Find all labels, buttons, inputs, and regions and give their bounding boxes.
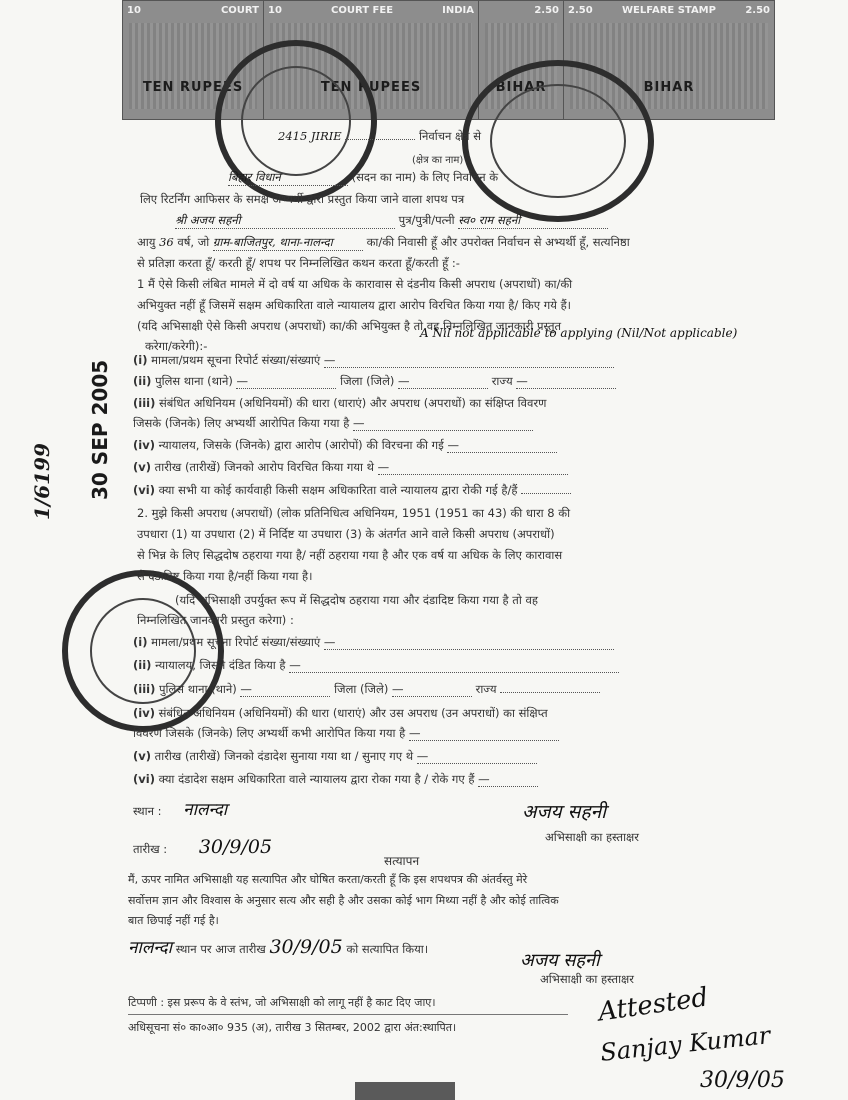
s1-item-ii: (ii) पुलिस थाना (थाने) — जिला (जिले) — राज्य — [133, 374, 616, 389]
welfare-stamp-1: 2.50 BIHAR [478, 0, 564, 120]
s1-item-vi: (vi) क्या सभी या कोई कार्यवाही किसी सक्षम अधिकारिता वाले न्यायालय द्वारा रोकी गई है/हैं [133, 483, 571, 498]
attestation-line-1: Attested [596, 982, 710, 1028]
s2-item-v: (v) तारीख (तारीखें) जिनको दंडादेश सुनाया गया था / सुनाए गए थे — [133, 749, 537, 764]
constituency-sub: (क्षेत्र का नाम) [412, 155, 464, 166]
attestation-signature: Sanjay Kumar [599, 1021, 772, 1067]
s2-item-i: (i) मामला/प्रथम सूचना रिपोर्ट संख्या/संख्याएं — [133, 635, 614, 650]
verification-line-3: बात छिपाई नहीं गई है। [128, 914, 219, 927]
s1-item-iii-line2: जिसके (जिनके) लिए अभ्यर्थी आरोपित किया गया है — [133, 416, 533, 431]
verification-place-date: नालन्दा स्थान पर आज तारीख 30/9/05 को सत्यापित किया। [128, 936, 429, 958]
footnote-note: टिप्पणी : इस प्ररूप के वे स्तंभ, जो अभिसाक्षी को लागू नहीं है काट दिए जाए। [128, 996, 436, 1009]
s2-item-iii: (iii) पुलिस थाना (थाने) — जिला (जिले) — राज्य [133, 682, 600, 697]
margin-number: 1/6199 [30, 443, 54, 520]
s1-item-v: (v) तारीख (तारीखें) जिनको आरोप विरचित किया गया थे — [133, 460, 568, 475]
section1-intro-1: 1 मैं ऐसे किसी लंबित मामले में दो वर्ष या अधिक के कारावास से दंडनीय किसी अपराध (अपराधों) का/की [137, 277, 573, 291]
section2-intro-4: से दंडादिष्ट किया गया है/नहीं किया गया है। [137, 569, 313, 583]
deponent-signature-label: अभिसाक्षी का हस्ताक्षर [545, 830, 640, 844]
s2-item-vi: (vi) क्या दंडादेश सक्षम अधिकारिता वाले न्यायालय द्वारा रोका गया है / रोके गए हैं — [133, 772, 538, 787]
court-fee-stamp-1: 10 COURT TEN RUPEES [122, 0, 264, 120]
s2-item-iv-line2: विवरण जिसके (जिनके) लिए अभ्यर्थी कभी आरोपित किया गया है — [133, 726, 559, 741]
section1-intro-4: करेगा/करेगी):- [145, 339, 208, 353]
verification-signature-label: अभिसाक्षी का हस्ताक्षर [540, 972, 635, 986]
section1-intro-2: अभियुक्त नहीं हूँ जिसमें सक्षम अधिकारिता वाले न्यायालय द्वारा आरोप विरचित किया गया है/ किए गये हैं। [137, 298, 572, 312]
section2-intro-2: उपधारा (1) या उपधारा (2) में निर्दिष्ट या उपधारा (3) के अंतर्गत आने वाले किसी अपराध (अपराधों) [137, 527, 555, 541]
verification-title: सत्यापन [384, 854, 420, 868]
returning-officer-line: लिए रिटर्निंग आफिसर के समक्ष अभ्यर्थी द्वारा प्रस्तुत किया जाने वाला शपथ पत्र [140, 192, 465, 206]
section1-handwritten-note: A Nil not applicable to applying (Nil/Not applicable) [420, 326, 738, 340]
section2-intro-3: से भिन्न के लिए सिद्धदोष ठहराया गया है/ नहीं ठहराया गया है और एक वर्ष या अधिक के लिए कारावास [137, 548, 563, 562]
round-seal-top-right [462, 60, 654, 222]
section2-conditional-2: निम्नलिखित जानकारी प्रस्तुत करेगा) : [137, 613, 294, 627]
oath-line: से प्रतिज्ञा करता हूँ/ करती हूँ/ शपथ पर निम्नलिखित कथन करता हूँ/करती हूँ :- [137, 256, 460, 270]
s1-item-iii: (iii) संबंधित अधिनियम (अधिनियमों) की धारा (धाराएं) और अपराध (अपराधों) का संक्षिप्त विवरण [133, 396, 547, 410]
date-line: तारीख : 30/9/05 [133, 836, 273, 858]
house-line: बिहार विधान (सदन का नाम) के लिए निर्वाचन के [228, 170, 499, 184]
section2-conditional-1: (यदि अभिसाक्षी उपर्युक्त रूप में सिद्धदोष ठहराया गया और दंडादिष्ट किया गया है तो वह [175, 593, 538, 607]
verification-signature: अजय सहनी [520, 950, 600, 971]
bottom-partial-stamp [355, 1082, 455, 1100]
deponent-name-line: श्री अजय सहनी पुत्र/पुत्री/पत्नी स्व० राम सहनी [175, 213, 608, 229]
verification-line-1: मैं, ऊपर नामित अभिसाक्षी यह सत्यापित और घोषित करता/करती हूँ कि इस शपथपत्र की अंतर्वस्तु मेरे [128, 873, 528, 886]
s2-item-iv: (iv) संबंधित अधिनियम (अधिनियमों) की धारा (धाराएं) और उस अपराध (उन अपराधों) का संक्षिप्त [133, 706, 548, 720]
footnote-divider [128, 1014, 568, 1015]
court-fee-stamp-2: 10 COURT FEE INDIA TEN RUPEES [263, 0, 479, 120]
s2-item-ii: (ii) न्यायालय, जिसने दंडित किया है — [133, 658, 619, 673]
welfare-stamp-2: 2.50 WELFARE STAMP 2.50 BIHAR [563, 0, 775, 120]
footnote-notification: अधिसूचना सं० का०आ० 935 (अ), तारीख 3 सितम्बर, 2002 द्वारा अंत:स्थापित। [128, 1021, 457, 1034]
section2-intro-1: 2. मुझे किसी अपराध (अपराधों) (लोक प्रतिनिधित्व अधिनियम, 1951 (1951 का 43) की धारा 8 की [137, 506, 571, 520]
s1-item-i: (i) मामला/प्रथम सूचना रिपोर्ट संख्या/संख्याएं — [133, 353, 614, 368]
verification-line-2: सर्वोत्तम ज्ञान और विश्वास के अनुसार सत्य और सही है और उसका कोई भाग मिथ्या नहीं है और कोई तात्विक [128, 894, 559, 907]
deponent-signature: अजय सहनी [522, 801, 607, 823]
age-address-line: आयु 36 वर्ष, जो ग्राम-बाजितपुर, थाना-नालन्दा का/की निवासी हूँ और उपरोक्त निर्वाचन से अभ्यर्थी हूँ, सत्यनिष्ठा [137, 235, 630, 249]
constituency-line: 2415 JIRIE निर्वाचन क्षेत्र से [278, 129, 482, 143]
attestation-date: 30/9/05 [700, 1068, 785, 1093]
s1-item-iv: (iv) न्यायालय, जिसके (जिनके) द्वारा आरोप (आरोपों) की विरचना की गई — [133, 438, 557, 453]
place-line: स्थान : नालन्दा [133, 800, 228, 820]
section1-intro-3: (यदि अभिसाक्षी ऐसे किसी अपराध (अपराधों) का/की अभियुक्त है तो वह निम्नलिखित जानकारी प्रस्तुत [137, 319, 562, 333]
margin-received-date: 30 SEP 2005 [88, 359, 112, 500]
